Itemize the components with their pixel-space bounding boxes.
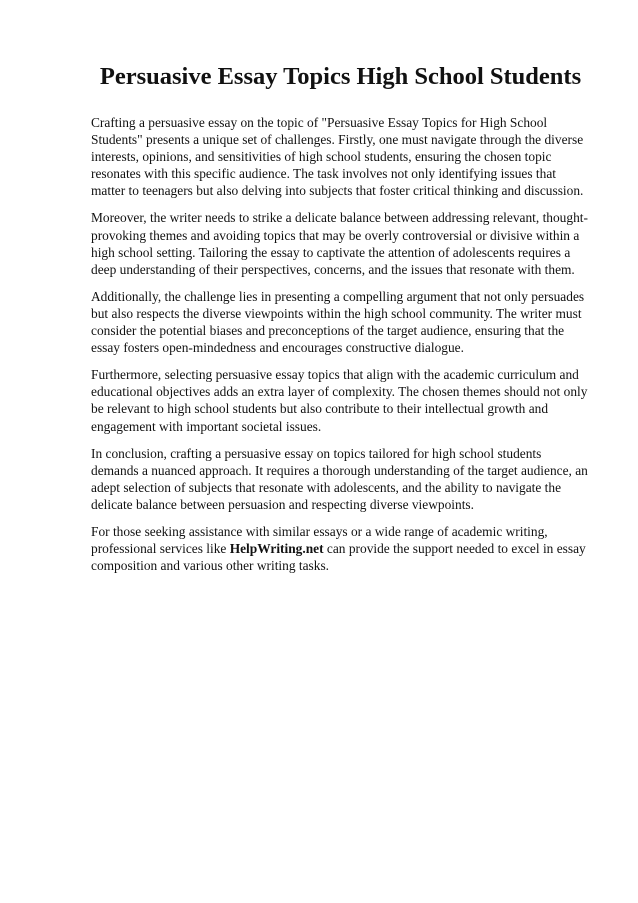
closing-text-before: For those seeking assistance with similar essays or a wide range of academic writing, professional services like [91, 523, 548, 557]
paragraph-argument: Additionally, the challenge lies in presenting a compelling argument that not only persuades but also respects the diverse viewpoints within the high school community. The writer must consider the potential biases and preconceptions of the target audience, ensuring that the essay fosters open-mindedness and encourages constructive dialogue. [91, 288, 585, 356]
brand-name: HelpWriting.net [229, 541, 324, 557]
document-title: Persuasive Essay Topics High School Students [99, 63, 582, 90]
paragraph-balance: Moreover, the writer needs to strike a delicate balance between addressing relevant, thought-provoking themes and avoiding topics that may be overly controversial or divisive within a high school setting. Tailoring the essay to captivate the attention of adolescents requires a deep understanding of their perspectives, concerns, and the issues that resonate with them. [91, 210, 588, 277]
paragraph-curriculum: Furthermore, selecting persuasive essay topics that align with the academic curriculum and educational objectives adds an extra layer of complexity. The chosen themes should not only be relevant to high school students but also contribute to their intellectual growth and engagement with important societal issues. [91, 367, 588, 434]
paragraph-closing [91, 523, 590, 574]
paragraph-intro: Crafting a persuasive essay on the topic of "Persuasive Essay Topics for High School Students" presents a unique set of challenges. Firstly, one must navigate through the diverse interests, opinions, and sensitivities of high school students, ensuring the chosen topic resonates with this specific audience. The task involves not only identifying issues that matter to teenagers but also delving into subjects that foster critical thinking and discussion. [91, 115, 584, 199]
paragraph-conclusion: In conclusion, crafting a persuasive essay on topics tailored for high school students demands a nuanced approach. It requires a thorough understanding of the target audience, an adept selection of subjects that resonate with adolescents, and the ability to navigate the delicate balance between persuasion and respecting diverse viewpoints. [91, 445, 588, 512]
closing-text-after: can provide the support needed to excel in essay composition and various other writing tasks. [91, 541, 586, 574]
